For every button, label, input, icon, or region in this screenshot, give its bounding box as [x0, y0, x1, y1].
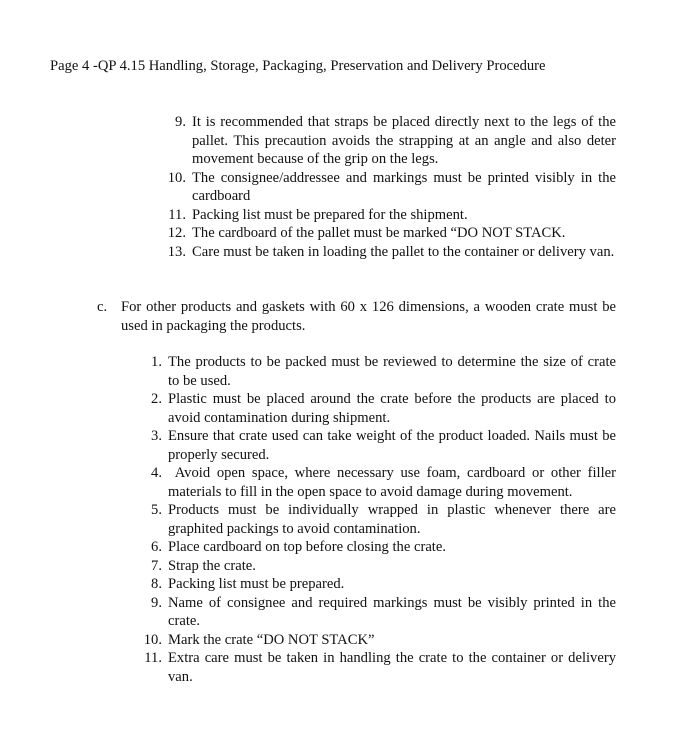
- list-item-text: It is recommended that straps be placed directly next to the legs of the pallet. This precaution avoids the strapping at an angle and also deter movement because of the grip on the legs.: [192, 114, 616, 167]
- list-item: [142, 594, 616, 631]
- list-item-number: 9.: [175, 114, 186, 130]
- list-item: [142, 557, 616, 576]
- list-item-text: Strap the crate.: [168, 557, 256, 574]
- list-item-number: 10.: [143, 631, 162, 648]
- list-item: [142, 538, 616, 557]
- list-item-text: Avoid open space, where necessary use foam, cardboard or other filler materials to fill in the open space to avoid damage during movement.: [168, 465, 620, 500]
- list-item-text: Care must be taken in loading the pallet to the container or delivery van.: [192, 243, 615, 260]
- list-item: [142, 501, 616, 538]
- list-item: [142, 649, 616, 686]
- list-item-number: 8.: [151, 576, 162, 592]
- crate-steps-list: [142, 353, 620, 686]
- list-item: [142, 631, 616, 650]
- list-item-text: Ensure that crate used can take weight of the product loaded. Nails must be properly secured.: [168, 428, 616, 463]
- list-item-text: Extra care must be taken in handling the crate to the container or delivery van.: [168, 650, 616, 685]
- list-item-number: 12.: [167, 225, 186, 241]
- list-item-text: Plastic must be placed around the crate before the products are placed to avoid contamination during shipment.: [168, 391, 616, 426]
- list-item-text: Products must be individually wrapped in plastic whenever there are graphited packings to avoid contamination.: [168, 502, 616, 537]
- list-item-number: 11.: [168, 206, 186, 223]
- list-item-number: 7.: [151, 557, 162, 574]
- list-item: [166, 243, 616, 262]
- list-item-number: 6.: [151, 539, 162, 555]
- list-item-text: The consignee/addressee and markings must be printed visibly in the cardboard: [192, 169, 616, 204]
- list-item-text: Mark the crate “DO NOT STACK”: [168, 631, 375, 648]
- pallet-steps-list: [166, 113, 616, 261]
- list-item: [142, 390, 616, 427]
- section-letter: c.: [97, 299, 108, 315]
- list-item-number: 11.: [144, 650, 162, 666]
- list-item-text: Packing list must be prepared for the shipment.: [192, 206, 468, 223]
- list-item-number: 5.: [151, 502, 162, 518]
- list-item: [142, 464, 620, 501]
- list-item: [142, 353, 616, 390]
- list-item-text: The cardboard of the pallet must be marked “DO NOT STACK.: [192, 225, 566, 241]
- section-text: For other products and gaskets with 60 x 126 dimensions, a wooden crate must be used in packaging the products.: [121, 299, 616, 334]
- list-item-text: Name of consignee and required markings must be visibly printed in the crate.: [168, 594, 616, 629]
- list-item: [166, 206, 616, 225]
- list-item: [142, 427, 616, 464]
- list-item-number: 4.: [151, 465, 162, 481]
- list-item-text: The products to be packed must be reviewed to determine the size of crate to be used.: [168, 354, 616, 389]
- list-item-number: 2.: [151, 391, 162, 407]
- list-item: [166, 224, 616, 243]
- list-item-text: Packing list must be prepared.: [168, 576, 345, 592]
- list-item-text: Place cardboard on top before closing the crate.: [168, 539, 446, 555]
- list-item: [166, 113, 616, 169]
- section-c-paragraph: [97, 298, 616, 335]
- list-item-number: 9.: [151, 594, 162, 611]
- list-item-number: 13.: [167, 243, 186, 260]
- list-item: [142, 575, 616, 594]
- list-item: [166, 169, 616, 206]
- list-item-number: 1.: [151, 354, 162, 370]
- list-item-number: 10.: [167, 169, 186, 186]
- page-header: Page 4 -QP 4.15 Handling, Storage, Packaging, Preservation and Delivery Procedure: [50, 58, 546, 74]
- list-item-number: 3.: [151, 428, 162, 444]
